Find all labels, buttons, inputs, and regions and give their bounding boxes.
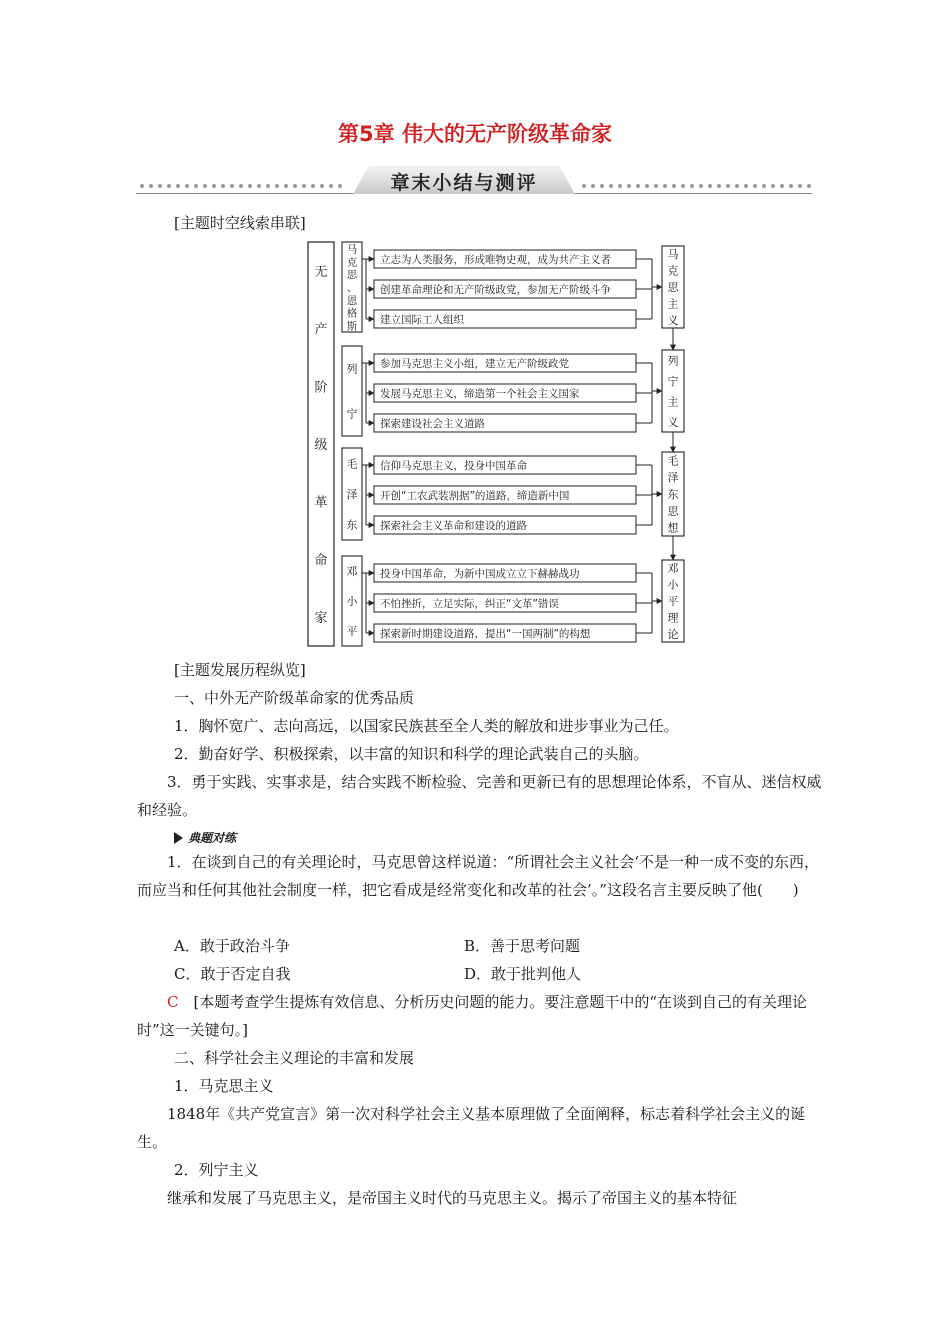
decorative-dot [158,184,162,188]
decorative-dot [257,184,261,188]
person-label-char: 克 [346,256,358,269]
part2-sub2-title: 2．列宁主义 [174,1161,259,1179]
option-a: A．敢于政治斗争 [174,937,290,955]
decorative-dot [762,184,766,188]
option-b: B．善于思考问题 [464,937,581,955]
root-label-char: 级 [314,438,328,453]
person-label-char: 列 [346,362,358,376]
result-label-char: 想 [667,521,679,535]
person-label-char: 格 [346,307,358,320]
result-label-char: 小 [667,578,679,592]
item-label: 探索建设社会主义道路 [380,418,485,430]
section-title: 章末小结与测评 [390,172,538,194]
item-label: 投身中国革命，为新中国成立立下赫赫战功 [380,568,580,580]
result-label-char: 列 [667,354,679,368]
decorative-dot [636,184,640,188]
option-d: D．敢于批判他人 [464,965,582,983]
item-label: 建立国际工人组织 [380,314,464,326]
part2-sub1-text: 1848年《共产党宣言》第一次对科学社会主义基本原理做了全面阐释，标志着科学社会主义的诞生。 [137,1105,806,1151]
decorative-dot [645,184,649,188]
play-icon [174,832,183,844]
person-label-char: 邓 [346,565,358,578]
person-label-char: 宁 [346,407,358,421]
part1-item-1: 1．胸怀宽广、志向高远，以国家民族甚至全人类的解放和进步事业为己任。 [174,717,679,735]
decorative-dot [753,184,757,188]
person-label-char: 毛 [346,457,358,471]
item-label: 探索新时期建设道路，提出“一国两制”的构想 [380,628,591,640]
concept-diagram [300,238,700,650]
decorative-dot [807,184,811,188]
decorative-dot [789,184,793,188]
part2-heading: 二、科学社会主义理论的丰富和发展 [174,1049,415,1067]
item-label: 立志为人类服务，形成唯物史观，成为共产主义者 [380,254,611,266]
result-label-char: 马 [667,248,679,262]
result-label-char: 主 [667,395,679,409]
item-label: 不怕挫折，立足实际，纠正“文革”错误 [380,598,559,610]
result-label-char: 东 [667,488,679,501]
decorative-dot [681,184,685,188]
person-label-char: 平 [346,625,358,638]
decorative-dot [167,184,171,188]
decorative-dot [203,184,207,188]
decorative-dot [618,184,622,188]
person-label-char: 恩 [346,294,358,307]
decorative-dot [320,184,324,188]
root-label-char: 家 [314,611,328,627]
person-label-char: 思 [346,269,358,282]
option-c: C．敢于否定自我 [174,965,291,983]
result-label-char: 思 [667,504,679,518]
decorative-dot [149,184,153,188]
result-label-char: 毛 [667,454,679,468]
decorative-dot [293,184,297,188]
root-label-char: 革 [314,495,328,511]
question-stem: 1．在谈到自己的有关理论时，马克思曾这样说道：“所谓社会主义社会‘不是一种一成不变的东西，而应当和任何其他社会制度一样，把它看成是经常变化和改革的社会’。”这段名言主要反映了他( ) [137,853,819,899]
result-label-char: 克 [667,264,679,278]
decorative-dot [600,184,604,188]
part2-sub2-text: 继承和发展了马克思主义，是帝国主义时代的马克思主义。揭示了帝国主义的基本特征 [167,1189,738,1207]
decorative-dot [221,184,225,188]
item-label: 信仰马克思主义，投身中国革命 [380,460,527,472]
answer-block [137,988,824,1044]
answer-letter: C [167,993,179,1011]
decorative-dot [726,184,730,188]
section-label-overview: [主题发展历程纵览] [174,661,306,679]
decorative-dot [744,184,748,188]
person-label-char: 东 [346,518,358,532]
decorative-dot [654,184,658,188]
decorative-dot [275,184,279,188]
root-label-char: 阶 [314,380,328,396]
decorative-dot [176,184,180,188]
chapter-title: 第5章 伟大的无产阶级革命家 [338,122,612,146]
decorative-dot [663,184,667,188]
result-label-char: 宁 [667,374,679,388]
practice-tag-label: 典题对练 [188,831,237,845]
result-label-char: 理 [667,611,679,625]
part1-item-3: 3．勇于实践、实事求是，结合实践不断检验、完善和更新已有的思想理论体系，不盲从、迷信权威和经验。 [137,773,822,819]
decorative-dots-left [140,182,350,190]
decorative-dot [690,184,694,188]
decorative-dot [194,184,198,188]
decorative-dot [672,184,676,188]
decorative-dot [717,184,721,188]
person-label-char: 斯 [346,320,358,333]
root-label-char: 命 [314,553,328,569]
decorative-dot [329,184,333,188]
decorative-dot [311,184,315,188]
result-label-char: 主 [667,297,679,311]
item-label: 发展马克思主义，缔造第一个社会主义国家 [380,388,580,400]
item-label: 开创“工农武装割据”的道路，缔造新中国 [380,490,570,502]
result-label-char: 义 [667,415,679,429]
decorative-dot [582,184,586,188]
item-label: 探索社会主义革命和建设的道路 [380,520,527,532]
decorative-dot [212,184,216,188]
decorative-dot [302,184,306,188]
person-label-char: 马 [346,243,358,256]
part1-item-2: 2．勤奋好学、积极探索，以丰富的知识和科学的理论武装自己的头脑。 [174,745,649,763]
person-label-char: 泽 [346,488,358,501]
decorative-dot [627,184,631,188]
decorative-dot [591,184,595,188]
item-label: 参加马克思主义小组，建立无产阶级政党 [380,358,569,370]
section-label-timeline: [主题时空线索串联] [174,214,306,232]
result-label-char: 论 [667,627,679,641]
person-box [342,346,362,436]
result-label-char: 平 [667,595,679,608]
decorative-dot [239,184,243,188]
root-label-char: 产 [314,322,328,338]
decorative-dot [699,184,703,188]
decorative-dot [609,184,613,188]
decorative-dot [338,184,342,188]
decorative-dot [248,184,252,188]
decorative-dot [708,184,712,188]
decorative-dot [284,184,288,188]
decorative-dot [230,184,234,188]
part1-heading: 一、中外无产阶级革命家的优秀品质 [174,689,415,707]
decorative-dot [780,184,784,188]
answer-explanation: [本题考查学生提炼有效信息、分析历史问题的能力。要注意题干中的“在谈到自己的有关理论时”这一关键句。] [137,993,808,1039]
root-label [314,265,327,626]
result-label-char: 泽 [667,471,679,485]
decorative-dot [185,184,189,188]
person-label-char: 小 [346,595,358,608]
person-label-char: 、 [346,282,358,294]
decorative-dot [266,184,270,188]
decorative-dots-right [582,182,812,190]
result-label-char: 义 [667,313,679,327]
root-label-char: 无 [314,264,328,280]
item-label: 创建革命理论和无产阶级政党，参加无产阶级斗争 [380,284,611,296]
decorative-dot [771,184,775,188]
decorative-dot [140,184,144,188]
practice-tag [174,827,236,845]
decorative-dot [798,184,802,188]
result-label-char: 邓 [667,562,679,576]
decorative-dot [735,184,739,188]
result-label-char: 思 [667,281,679,294]
part2-sub1-title: 1．马克思主义 [174,1077,274,1095]
